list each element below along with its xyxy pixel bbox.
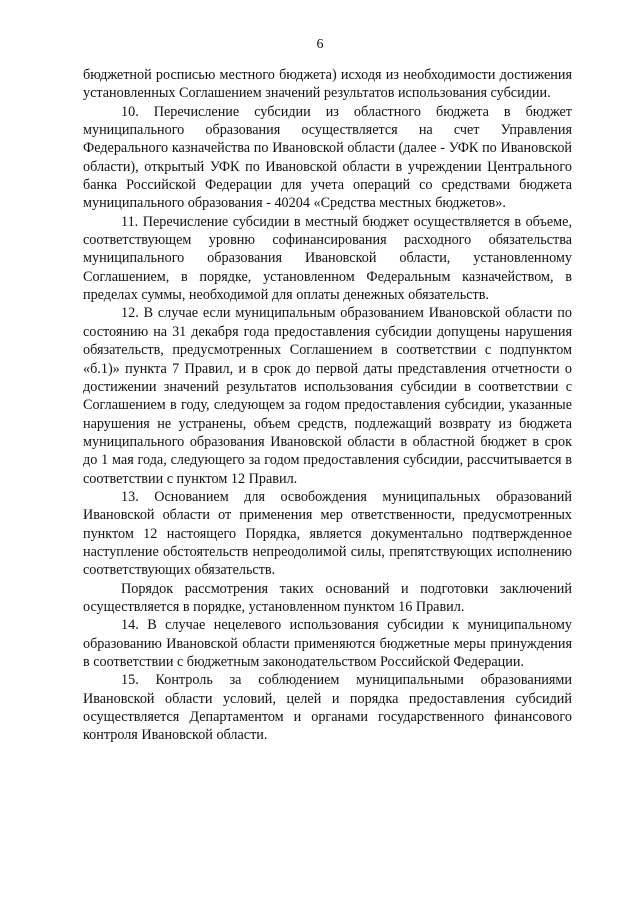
paragraph-item-15: 15. Контроль за соблюдением муниципальными образованиями Ивановской области условий, целей и порядка предоставления субсидий осуществляется Департаментом и органами государственного финансового контроля Ивановской области. [83, 672, 572, 744]
document-body [83, 66, 572, 745]
paragraph-procedure-note: Порядок рассмотрения таких оснований и подготовки заключений осуществляется в порядке, установленном пунктом 16 Правил. [83, 580, 572, 615]
page-number: 6 [316, 37, 324, 52]
paragraph-continuation: бюджетной росписью местного бюджета) исходя из необходимости достижения установленных Соглашением значений результатов использования субсидии. [83, 67, 572, 102]
paragraph-item-11: 11. Перечисление субсидии в местный бюджет осуществляется в объеме, соответствующем уровню софинансирования расходного обязательства муниципального образования Ивановской области, установленному Соглашением, в порядке, установленном Федеральным казначейством, в пределах суммы, необходимой для оплаты денежных обязательств. [83, 213, 572, 304]
paragraph-item-14: 14. В случае нецелевого использования субсидии к муниципальному образованию Ивановской области применяются бюджетные меры принуждения в соответствии с бюджетным законодательством Российской Федерации. [83, 617, 572, 670]
paragraph-item-12: 12. В случае если муниципальным образованием Ивановской области по состоянию на 31 декабря года предоставления субсидии допущены нарушения обязательств, предусмотренных Соглашением в соответствии с подпунктом «б.1)» пункта 7 Правил, и в срок до первой даты представления отчетности о достижении значений результатов использования субсидии в соответствии с Соглашением в году, следующем за годом предоставления субсидии, указанные нарушения не устранены, объем средств, подлежащий возврату из бюджета муниципального образования Ивановской области в областной бюджет в срок до 1 мая года, следующего за годом предоставления субсидии, рассчитывается в соответствии с пунктом 12 Правил. [83, 305, 572, 487]
paragraph-item-13: 13. Основанием для освобождения муниципальных образований Ивановской области от применения мер ответственности, предусмотренных пунктом 12 настоящего Порядка, является документально подтвержденное наступление обстоятельств непреодолимой силы, препятствующих исполнению соответствующих обязательств. [83, 488, 572, 579]
paragraph-item-10: 10. Перечисление субсидии из областного бюджета в бюджет муниципального образования осуществляется на счет Управления Федерального казначейства по Ивановской области (далее - УФК по Ивановской области), открытый УФК по Ивановской области в учреждении Центрального банка Российской Федерации для учета операций со средствами бюджета муниципального образования - 40204 «Средства местных бюджетов». [83, 103, 572, 212]
